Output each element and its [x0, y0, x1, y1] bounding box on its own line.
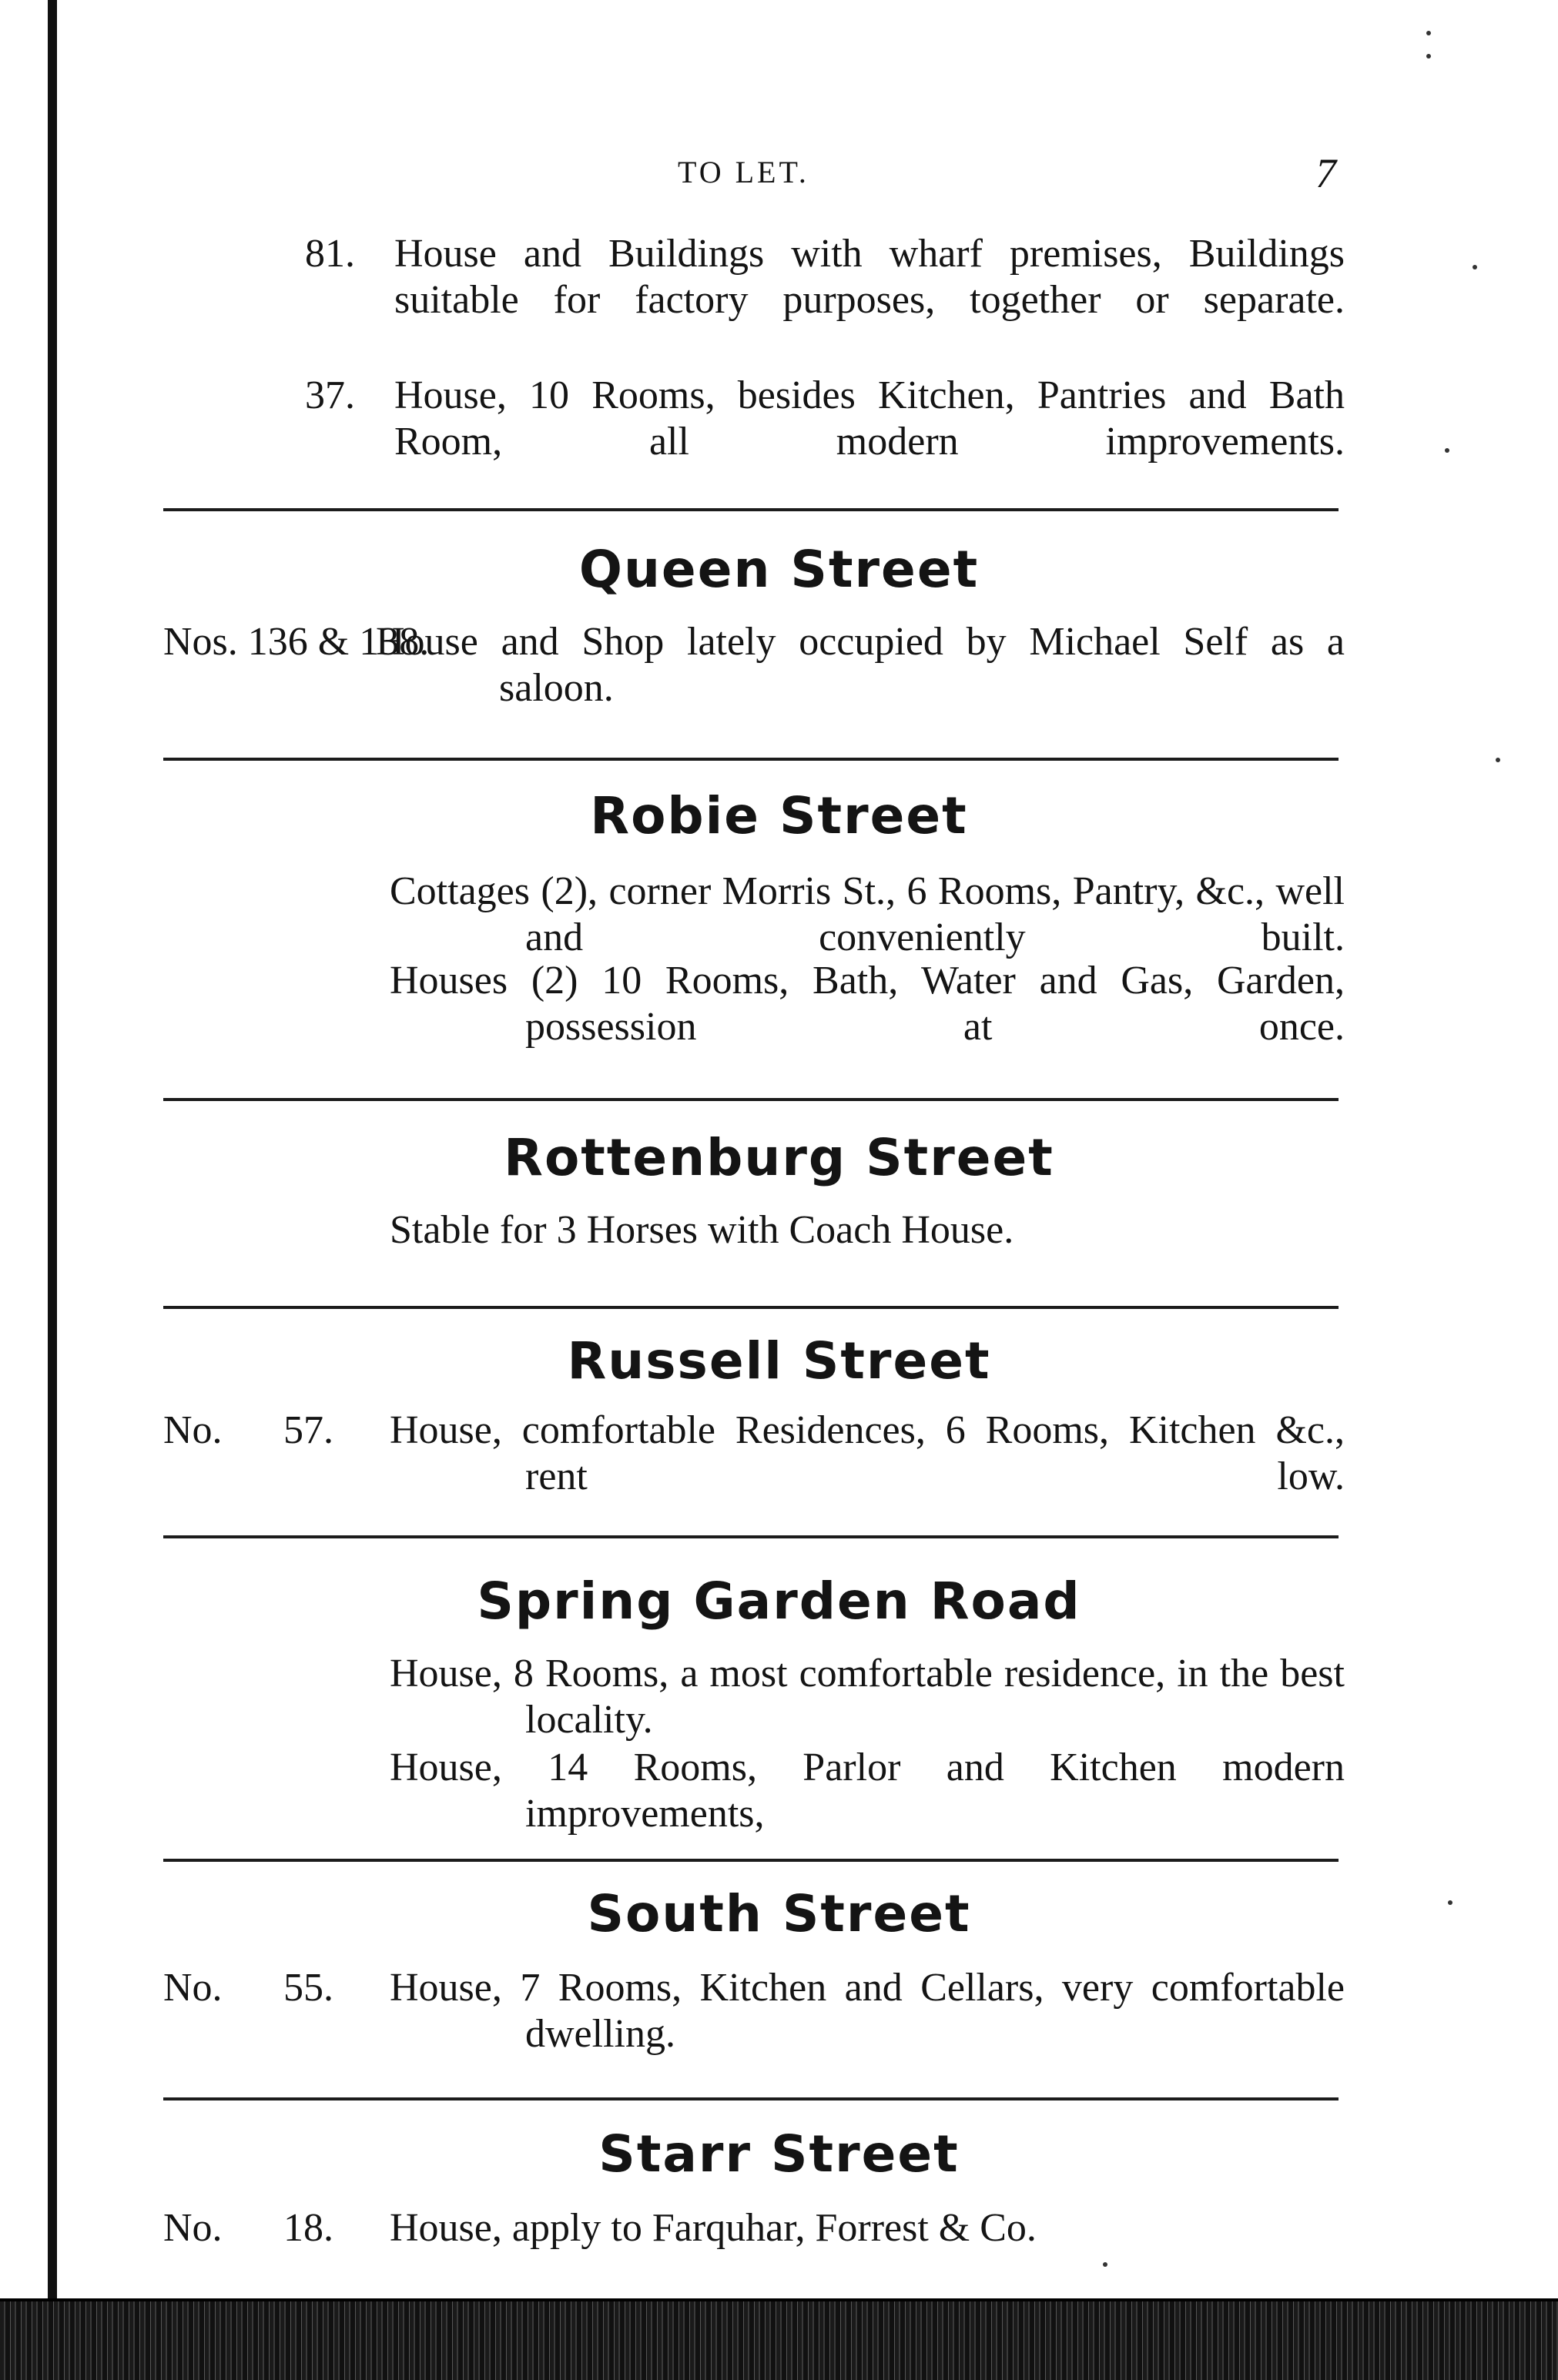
scan-speck [1426, 54, 1431, 59]
list-item [390, 1207, 1345, 1254]
entry-label: No. [163, 1966, 223, 2010]
running-head-title: TO LET. [678, 155, 809, 189]
section-heading: Russell Street [567, 1331, 991, 1391]
section-divider [163, 1098, 1339, 1101]
section-divider [163, 508, 1339, 511]
entry-text: Houses (2) 10 Rooms, Bath, Water and Gas, Garden, possession at once. [390, 959, 1345, 1049]
section-heading: Queen Street [578, 540, 980, 599]
section-divider [163, 1859, 1339, 1862]
scan-bottom-edge [0, 2298, 1558, 2380]
entry-text: Cottages (2), corner Morris St., 6 Rooms, Pantry, &c., well and conveniently built. [390, 869, 1345, 959]
section-heading: Robie Street [590, 786, 968, 845]
scan-speck [1445, 448, 1449, 453]
entry-label: No. [163, 1408, 223, 1452]
entry-label: Nos. 136 & 138. [163, 620, 430, 664]
entry-text: House, apply to Farquhar, Forrest & Co. [390, 2206, 1037, 2250]
entry-text: House, 10 Rooms, besides Kitchen, Pantries and Bath Room, all modern improvements. [394, 373, 1345, 464]
entry-number: 18. [283, 2206, 333, 2250]
section-heading: Rottenburg Street [504, 1128, 1054, 1187]
section-divider [163, 758, 1339, 761]
list-item [163, 1408, 1345, 1500]
section-divider [163, 1306, 1339, 1309]
entry-text: Stable for 3 Horses with Coach House. [390, 1208, 1014, 1252]
entry-number: 81. [305, 232, 355, 276]
section-divider [163, 2097, 1339, 2100]
entry-text: House, 7 Rooms, Kitchen and Cellars, very comfortable dwelling. [390, 1966, 1345, 2056]
entry-number: 37. [305, 373, 355, 417]
list-item [390, 958, 1345, 1050]
list-item [163, 619, 1345, 711]
entry-number: 55. [283, 1966, 333, 2010]
entry-number: 57. [283, 1408, 333, 1452]
scan-speck [1473, 265, 1477, 269]
section-heading: South Street [587, 1884, 971, 1943]
section-divider [163, 1535, 1339, 1538]
entry-text: House, comfortable Residences, 6 Rooms, Kitchen &c., rent low. [390, 1408, 1345, 1498]
list-item [163, 2205, 1345, 2251]
entry-text: House, 8 Rooms, a most comfortable residence, in the best locality. [390, 1652, 1345, 1742]
section-heading: Starr Street [598, 2124, 960, 2184]
entry-text: House and Shop lately occupied by Michael Self as a saloon. [376, 620, 1345, 710]
entry-text: House, 14 Rooms, Parlor and Kitchen modern improvements, [390, 1746, 1345, 1836]
scan-speck [1496, 758, 1500, 762]
page-number: 7 [1315, 150, 1336, 196]
list-item [390, 1651, 1345, 1743]
scan-speck [1103, 2262, 1107, 2267]
entry-text: House and Buildings with wharf premises, Buildings suitable for factory purposes, together or separate. [394, 232, 1345, 322]
section-heading: Spring Garden Road [477, 1572, 1081, 1631]
running-head [0, 150, 1558, 200]
entry-label: No. [163, 2206, 223, 2250]
scan-speck [1426, 31, 1431, 35]
list-item [163, 1965, 1345, 2057]
list-item [305, 373, 1345, 465]
list-item [390, 869, 1345, 961]
scan-speck [1448, 1900, 1452, 1905]
list-item [390, 1745, 1345, 1837]
list-item [305, 231, 1345, 323]
